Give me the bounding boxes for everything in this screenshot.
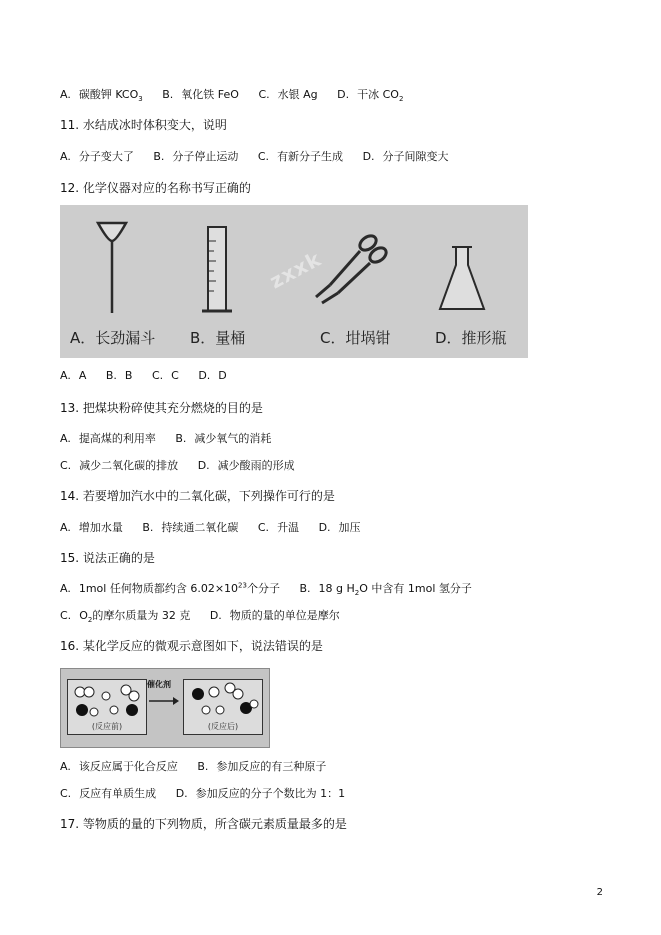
q13-option-a: A. 提高煤的利用率 [60,432,156,445]
q13-option-c: C. 减少二氧化碳的排放 [60,459,179,472]
q16-options-row1 [60,758,342,774]
conical-flask-drawing [440,247,484,309]
figure-label-a: A．长劲漏斗 [70,329,156,347]
q14-option-c: C. 升温 [257,521,300,534]
catalyst-label: 催化剂 [147,680,171,689]
q16-option-a: A. 该反应属于化合反应 [60,760,178,773]
q13-options-row2 [60,457,311,473]
long-stem-funnel-drawing [98,223,126,313]
q10-option-c: C. 水银 Ag [258,88,318,101]
q15-option-d: D. 物质的量的单位是摩尔 [209,609,340,622]
q15-option-c: C. $O_2$的摩尔质量为 32 克 [60,609,191,625]
q14-options [60,519,377,535]
q10-option-d: D. 干冰 $CO_2$ [337,88,404,104]
q14-stem: 14. 若要增加汽水中的二氧化碳，下列操作可行的是 [60,489,335,503]
q13-option-d: D. 减少酸雨的形成 [197,459,295,472]
graduated-cylinder-drawing [202,227,232,311]
q12-option-c: C. C [151,369,179,382]
watermark: zxxk [265,246,326,294]
figure-label-d: D．推形瓶 [435,329,507,347]
q12-option-a: A. A [60,369,87,382]
q14-option-b: B. 持续通二氧化碳 [142,521,239,534]
q16-option-d: D. 参加反应的分子个数比为 1：1 [175,787,346,800]
q11-option-a: A. 分子变大了 [60,150,134,163]
q14-option-a: A. 增加水量 [60,521,123,534]
before-label: (反应前) [91,722,123,731]
q10-options [60,86,419,103]
q17-stem: 17. 等物质的量的下列物质，所含碳元素质量最多的是 [60,817,347,831]
reaction-arrow-icon [147,695,181,707]
q10-option-b: B. 氧化铁 FeO [162,88,239,101]
q12-options [60,369,243,382]
crucible-tongs-drawing [316,233,389,303]
q11-option-b: B. 分子停止运动 [153,150,239,163]
q15-options-row2 [60,607,356,624]
before-reaction-box [67,679,147,735]
q16-option-c: C. 反应有单质生成 [60,787,157,800]
q16-options-row2 [60,785,361,801]
figure-label-b: B．量桶 [190,329,246,347]
q15-stem: 15. 说法正确的是 [60,551,155,565]
q11-option-c: C. 有新分子生成 [257,150,344,163]
figure-label-c: C．坩埚钳 [320,329,391,347]
q15-option-b: B. 18 g $H_2O$ 中含有 1mol 氢分子 [299,582,472,598]
q11-stem: 11. 水结成冰时体积变大，说明 [60,118,227,132]
q16-option-b: B. 参加反应的有三种原子 [197,760,327,773]
q14-option-d: D. 加压 [318,521,361,534]
after-molecules [184,680,262,720]
q12-stem: 12. 化学仪器对应的名称书写正确的 [60,181,251,195]
q13-stem: 13. 把煤块粉碎使其充分燃烧的目的是 [60,401,263,415]
q15-options-row1 [60,580,488,597]
before-molecules [68,680,146,720]
q11-options [60,148,465,164]
q12-option-b: B. B [105,369,133,382]
page-number: 2 [596,887,603,898]
reaction-diagram [60,668,270,748]
q16-stem: 16. 某化学反应的微观示意图如下，说法错误的是 [60,639,323,653]
q15-option-a: A. 1mol 任何物质都约含 $6.02\times 10^{23}$个分子 [60,581,280,595]
after-label: (反应后) [207,722,239,731]
q12-option-d: D. D [198,369,227,382]
q13-options-row1 [60,430,287,446]
q11-option-d: D. 分子间隙变大 [362,150,449,163]
q10-option-a: A. 碳酸钾 $KCO_3$ [60,88,143,104]
after-reaction-box [183,679,263,735]
q13-option-b: B. 减少氧气的消耗 [175,432,272,445]
